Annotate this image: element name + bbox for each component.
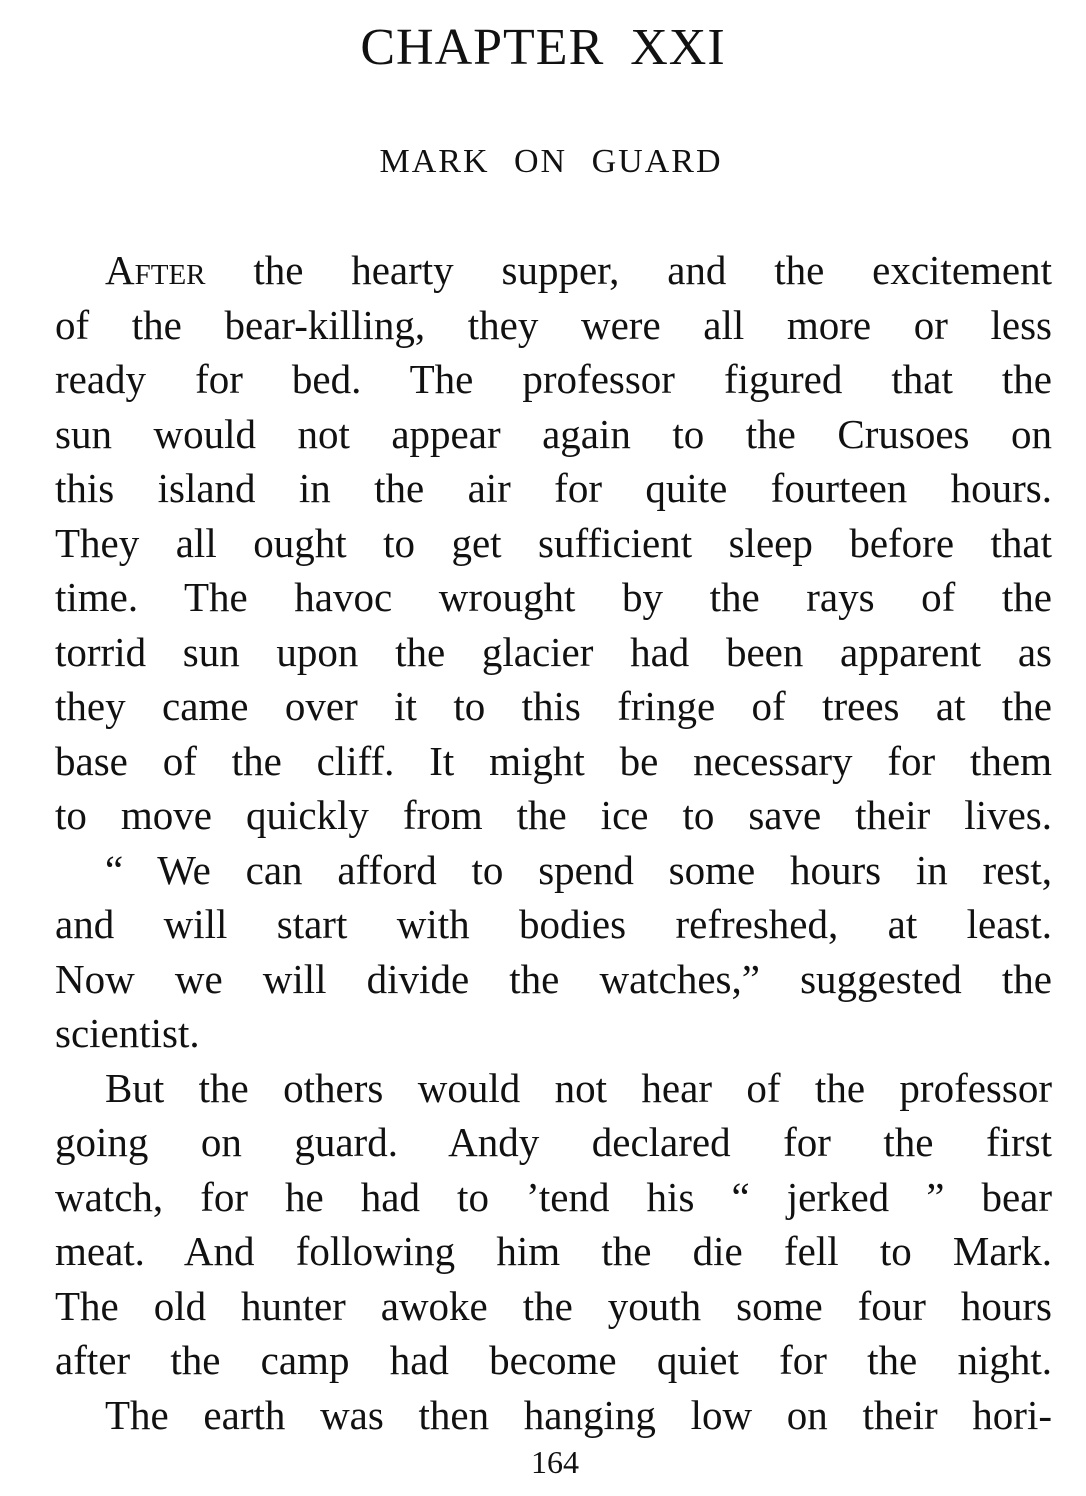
chapter-subtitle: MARK ON GUARD — [379, 143, 723, 180]
text-line: Now we will divide the watches,” suggested the — [55, 955, 1052, 1002]
text-line: to move quickly from the ice to save their lives. — [55, 792, 1052, 838]
text-line: torrid sun upon the glacier had been apparent as — [55, 628, 1052, 675]
text-line-content: the hearty supper, and the excitement — [205, 247, 1052, 293]
page-number: 164 — [531, 1444, 579, 1480]
text-line: But the others would not hear of the professor — [105, 1064, 1052, 1111]
text-line: they came over it to this fringe of trees at the — [55, 683, 1052, 729]
text-line: meat. And following him the die fell to Mark. — [55, 1228, 1052, 1274]
text-line: ready for bed. The professor figured that the — [55, 356, 1052, 402]
text-line: scientist. — [55, 1010, 200, 1056]
text-line: sun would not appear again to the Crusoes on — [55, 410, 1052, 457]
text-line: this island in the air for quite fourteen hours. — [55, 465, 1052, 511]
text-line: “ We can afford to spend some hours in rest, — [105, 846, 1052, 893]
text-line — [55, 240, 1052, 295]
text-line: after the camp had become quiet for the night. — [55, 1337, 1052, 1383]
chapter-title: CHAPTER XXI — [360, 19, 726, 76]
text-line: watch, for he had to ’tend his “ jerked ” bear — [55, 1173, 1052, 1220]
text-line: time. The havoc wrought by the rays of the — [55, 574, 1052, 620]
text-line: of the bear-killing, they were all more or less — [55, 301, 1052, 348]
text-line: going on guard. Andy declared for the first — [55, 1119, 1052, 1165]
text-line: The old hunter awoke the youth some four hours — [55, 1282, 1052, 1329]
text-line: They all ought to get sufficient sleep before that — [55, 519, 1052, 566]
text-line: The earth was then hanging low on their hori- — [105, 1391, 1052, 1438]
text-line: and will start with bodies refreshed, at least. — [55, 901, 1052, 947]
text-line: base of the cliff. It might be necessary for them — [55, 737, 1052, 784]
lead-word: After — [105, 247, 206, 293]
body-text — [55, 240, 1052, 1439]
